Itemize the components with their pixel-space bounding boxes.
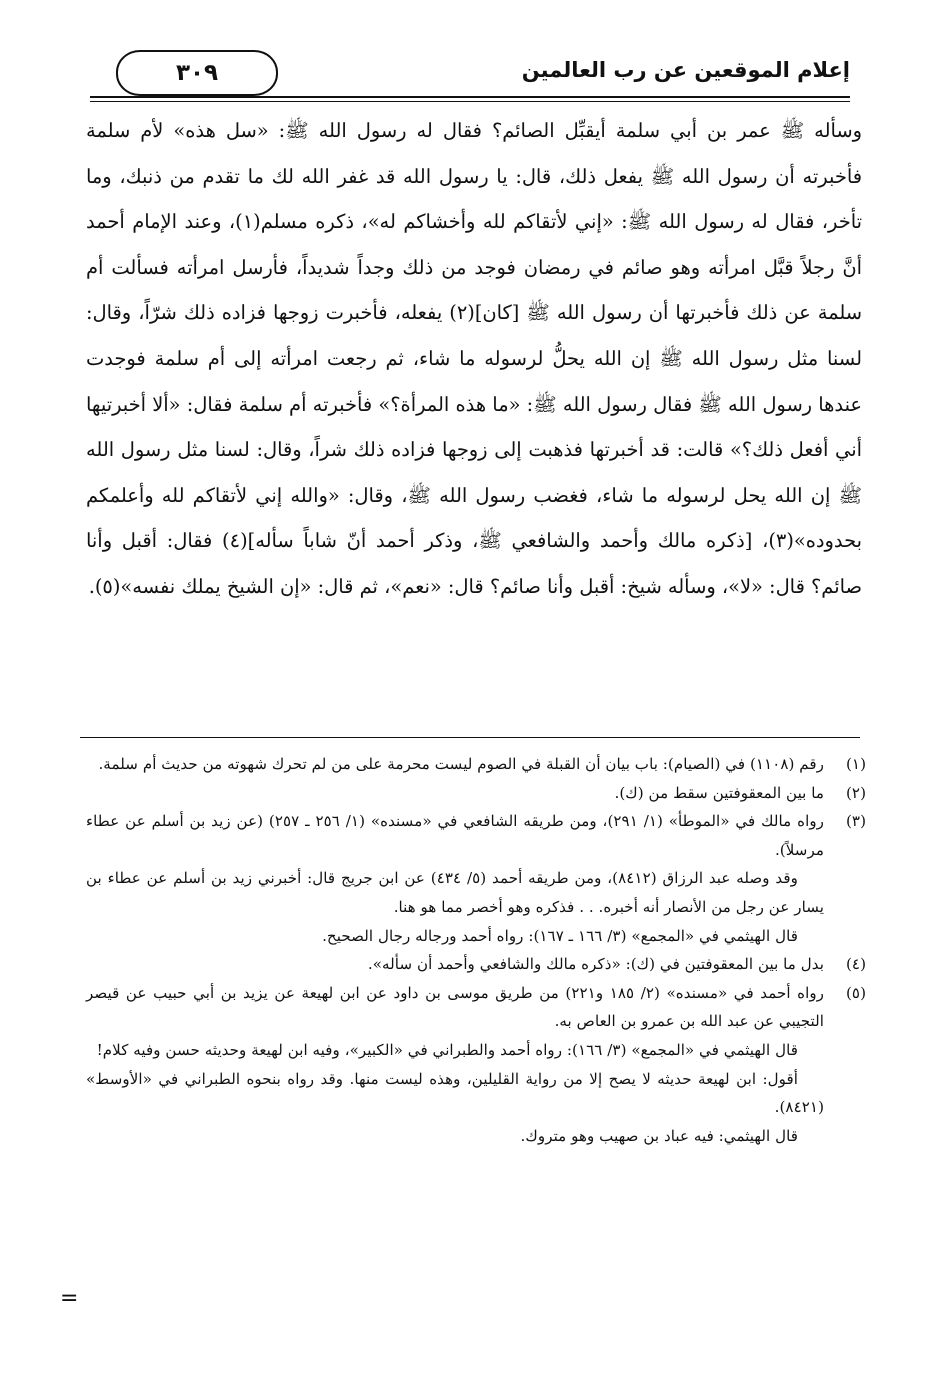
header-rule-thin [90,101,850,102]
footnote-text: بدل ما بين المعقوفتين في (ك): «ذكره مالك والشافعي وأحمد أن سأله». [367,955,824,974]
main-text [86,108,862,610]
footnotes-section [86,750,866,1150]
footnote-text: رقم (١١٠٨) في (الصيام): باب بيان أن القبلة في الصوم ليست محرمة على من لم تحرك شهوته من حديث أم سلمة. [98,755,824,773]
footnote-continuation: قال الهيثمي في «المجمع» (٣/ ١٦٦): رواه أحمد والطبراني في «الكبير»، وفيه ابن لهيعة وحديثه حسن وفيه كلام! [96,1040,798,1059]
footnote-number: (٢) [845,783,866,802]
footnote-continuation: أقول: ابن لهيعة حديثه لا يصح إلا من رواية القليلين، وهذه ليست منها. وقد رواه بنحوه الطبراني في «الأوسط» (٨٤٢١). [86,1069,824,1117]
footnote-number: (١) [845,755,866,773]
body-paragraph: وسأله ﷺ عمر بن أبي سلمة أيقبِّل الصائم؟ فقال له رسول الله ﷺ: «سل هذه» لأم سلمة فأخبرته أن رسول الله ﷺ يفعل ذلك، قال: يا رسول الله قد غفر الله لك ما تقدم من ذنبك، وما تأخر، فقال له رسول الله ﷺ: «إني لأتقاكم لله وأخشاكم له»، ذكره مسلم(١)، وعند الإمام أحمد أنَّ رجلاً قبَّل امرأته وهو صائم في رمضان فوجد من ذلك وجداً شديداً، فأرسل امرأته فسألت أم سلمة عن ذلك فأخبرتها أن رسول الله ﷺ [كان](٢) يفعله، فأخبرت زوجها فزاده ذلك شرّاً، وقال: لسنا مثل رسول الله ﷺ إن الله يحلُّ لرسوله ما شاء، ثم رجعت امرأته إلى أم سلمة فوجدت عندها رسول الله ﷺ فقال رسول الله ﷺ: «ما هذه المرأة؟» فأخبرته أم سلمة فقال: «ألا أخبرتيها أني أفعل ذلك؟» قالت: قد أخبرتها فذهبت إلى زوجها فزاده ذلك شراً، وقال: لسنا مثل رسول الله ﷺ إن الله يحل لرسوله ما شاء، فغضب رسول الله ﷺ، وقال: «والله إني لأتقاكم لله وأعلمكم بحدوده»(٣)، [ذكره مالك وأحمد والشافعي ﷺ، وذكر أحمد أنّ شاباً سأله](٤) فقال: أقبل وأنا صائم؟ قال: «لا»، وسأله شيخ: أقبل وأنا صائم؟ قال: «نعم»، ثم قال: «إن الشيخ يملك نفسه»(٥). [86,119,863,598]
continuation-mark: = [60,1286,79,1311]
footnote-text: ما بين المعقوفتين سقط من (ك). [614,783,824,802]
footnote-separator [80,737,860,738]
page-header [90,40,850,104]
page-number-badge: ٣٠٩ [116,50,278,96]
footnote-number: (٥) [845,983,866,1002]
footnote-number: (٤) [845,955,866,974]
footnote [86,779,866,808]
footnote [86,950,866,979]
footnote [86,979,866,1036]
footnote-text: رواه مالك في «الموطأ» (١/ ٢٩١)، ومن طريقه الشافعي في «مسنده» (١/ ٢٥٦ ـ ٢٥٧) (عن زيد بن أسلم عن عطاء مرسلاً). [86,812,825,859]
footnote-continuation: قال الهيثمي في «المجمع» (٣/ ١٦٦ ـ ١٦٧): رواه أحمد ورجاله رجال الصحيح. [322,926,798,945]
footnote-text: رواه أحمد في «مسنده» (٢/ ١٨٥ و٢٢١) من طريق موسى بن داود عن ابن لهيعة عن يزيد بن أبي حبيب عن قيصر التجيبي عن عبد الله بن عمرو بن العاص به. [86,983,824,1031]
footnote-continuation: قال الهيثمي: فيه عباد بن صهيب وهو متروك. [520,1126,798,1145]
header-rule-thick [90,96,850,98]
footnote [86,807,866,864]
footnote-continuation: وقد وصله عبد الرزاق (٨٤١٢)، ومن طريقه أحمد (٥/ ٤٣٤) عن ابن جريج قال: أخبرني زيد بن أسلم عن عطاء بن يسار عن رجل من الأنصار أنه أخبره. . . فذكره وهو أخصر مما هو هنا. [86,869,824,916]
footnote-number: (٣) [845,812,866,831]
running-title: إعلام الموقعين عن رب العالمين [521,58,850,82]
footnote [86,750,866,779]
